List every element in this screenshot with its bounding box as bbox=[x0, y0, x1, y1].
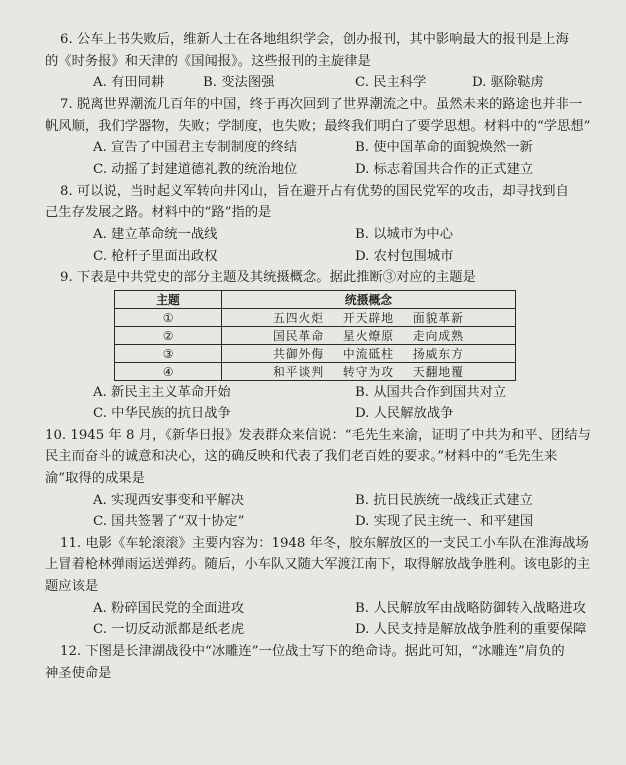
q6-option-b: B. 变法图强 bbox=[203, 75, 275, 90]
q8-stem-line1: 8. 可以说，当时起义军转向井冈山，旨在避开占有优势的国民党军的攻击，却寻找到自 bbox=[60, 184, 569, 199]
q10-stem-line3: 渝”取得的成果是 bbox=[45, 471, 145, 486]
q8-option-c: C. 枪杆子里面出政权 bbox=[93, 249, 218, 264]
q10-option-a: A. 实现西安事变和平解决 bbox=[93, 493, 245, 508]
q9-option-a: A. 新民主主义革命开始 bbox=[93, 385, 231, 400]
q7-option-d: D. 标志着国共合作的正式建立 bbox=[355, 162, 534, 177]
q11-option-c: C. 一切反动派都是纸老虎 bbox=[93, 622, 245, 637]
table-cell-label: ④ bbox=[115, 363, 222, 381]
q11-stem-line2: 上冒着枪林弹雨运送弹药。随后，小车队又随大军渡江南下，取得解放战争胜利。该电影的主 bbox=[45, 557, 591, 572]
q9-option-c: C. 中华民族的抗日战争 bbox=[93, 406, 231, 421]
table-cell-concepts: 和平谈判 转守为攻 天翻地覆 bbox=[222, 363, 516, 381]
q8-option-b: B. 以城市为中心 bbox=[355, 227, 454, 242]
q7-option-c: C. 动摇了封建道德礼教的统治地位 bbox=[93, 162, 298, 177]
q6-option-a: A. 有田同耕 bbox=[93, 75, 165, 90]
q10-stem-line1: 10. 1945 年 8 月，《新华日报》发表群众来信说：“毛先生来渝，证明了中共为和平、团结与 bbox=[45, 428, 591, 443]
q9-option-d: D. 人民解放战争 bbox=[355, 406, 454, 421]
q11-stem-line1: 11. 电影《车轮滚滚》主要内容为：1948 年冬，胶东解放区的一支民工小车队在淮海战场 bbox=[60, 536, 589, 551]
q10-option-b: B. 抗日民族统一战线正式建立 bbox=[355, 493, 533, 508]
table-row bbox=[115, 363, 516, 381]
table-header-row bbox=[115, 291, 516, 309]
q8-option-a: A. 建立革命统一战线 bbox=[93, 227, 218, 242]
q11-stem-line3: 题应该是 bbox=[45, 579, 99, 594]
table-cell-label: ① bbox=[115, 309, 222, 327]
q8-stem-line2: 己生存发展之路。材料中的“路”指的是 bbox=[45, 205, 272, 220]
table-cell-label: ② bbox=[115, 327, 222, 345]
table-cell-concepts: 共御外侮 中流砥柱 扬威东方 bbox=[222, 345, 516, 363]
table-header-theme: 主题 bbox=[115, 291, 222, 309]
q7-option-b: B. 使中国革命的面貌焕然一新 bbox=[355, 140, 533, 155]
q6-stem-line2: 的《时务报》和天津的《国闻报》。这些报刊的主旋律是 bbox=[45, 54, 371, 69]
q10-option-d: D. 实现了民主统一、和平建国 bbox=[355, 514, 534, 529]
table-cell-concepts: 国民革命 星火燎原 走向成熟 bbox=[222, 327, 516, 345]
q7-stem-line2: 帆风顺，我们学器物，失败；学制度，也失败；最终我们明白了要学思想。材料中的“学思想” bbox=[45, 119, 591, 134]
theme-concept-table bbox=[114, 290, 516, 381]
q7-stem-line1: 7. 脱离世界潮流几百年的中国，终于再次回到了世界潮流之中。虽然未来的路途也并非一 bbox=[60, 97, 583, 112]
table-row bbox=[115, 309, 516, 327]
q11-option-d: D. 人民支持是解放战争胜利的重要保障 bbox=[355, 622, 587, 637]
q9-stem: 9. 下表是中共党史的部分主题及其统摄概念。据此推断③对应的主题是 bbox=[60, 270, 476, 285]
q6-option-d: D. 驱除鞑虏 bbox=[472, 75, 544, 90]
q7-option-a: A. 宣告了中国君主专制制度的终结 bbox=[93, 140, 298, 155]
q10-option-c: C. 国共签署了“双十协定” bbox=[93, 514, 245, 529]
q6-stem-line1: 6. 公车上书失败后，维新人士在各地组织学会，创办报刊，其中影响最大的报刊是上海 bbox=[60, 32, 569, 47]
table-cell-label: ③ bbox=[115, 345, 222, 363]
table-header-concepts: 统摄概念 bbox=[222, 291, 516, 309]
q6-option-c: C. 民主科学 bbox=[355, 75, 427, 90]
q9-option-b: B. 从国共合作到国共对立 bbox=[355, 385, 507, 400]
q8-option-d: D. 农村包围城市 bbox=[355, 249, 454, 264]
q11-option-b: B. 人民解放军由战略防御转入战略进攻 bbox=[355, 601, 586, 616]
table-cell-concepts: 五四火炬 开天辟地 面貌革新 bbox=[222, 309, 516, 327]
q11-option-a: A. 粉碎国民党的全面进攻 bbox=[93, 601, 245, 616]
table-row bbox=[115, 345, 516, 363]
q12-stem-line2: 神圣使命是 bbox=[45, 666, 112, 681]
table-row bbox=[115, 327, 516, 345]
q10-stem-line2: 民主而奋斗的诚意和决心，这的确反映和代表了我们老百姓的要求。”材料中的“毛先生来 bbox=[45, 449, 558, 464]
q12-stem-line1: 12. 下图是长津湖战役中“冰雕连”一位战士写下的绝命诗。据此可知，“冰雕连”肩负的 bbox=[60, 644, 565, 659]
